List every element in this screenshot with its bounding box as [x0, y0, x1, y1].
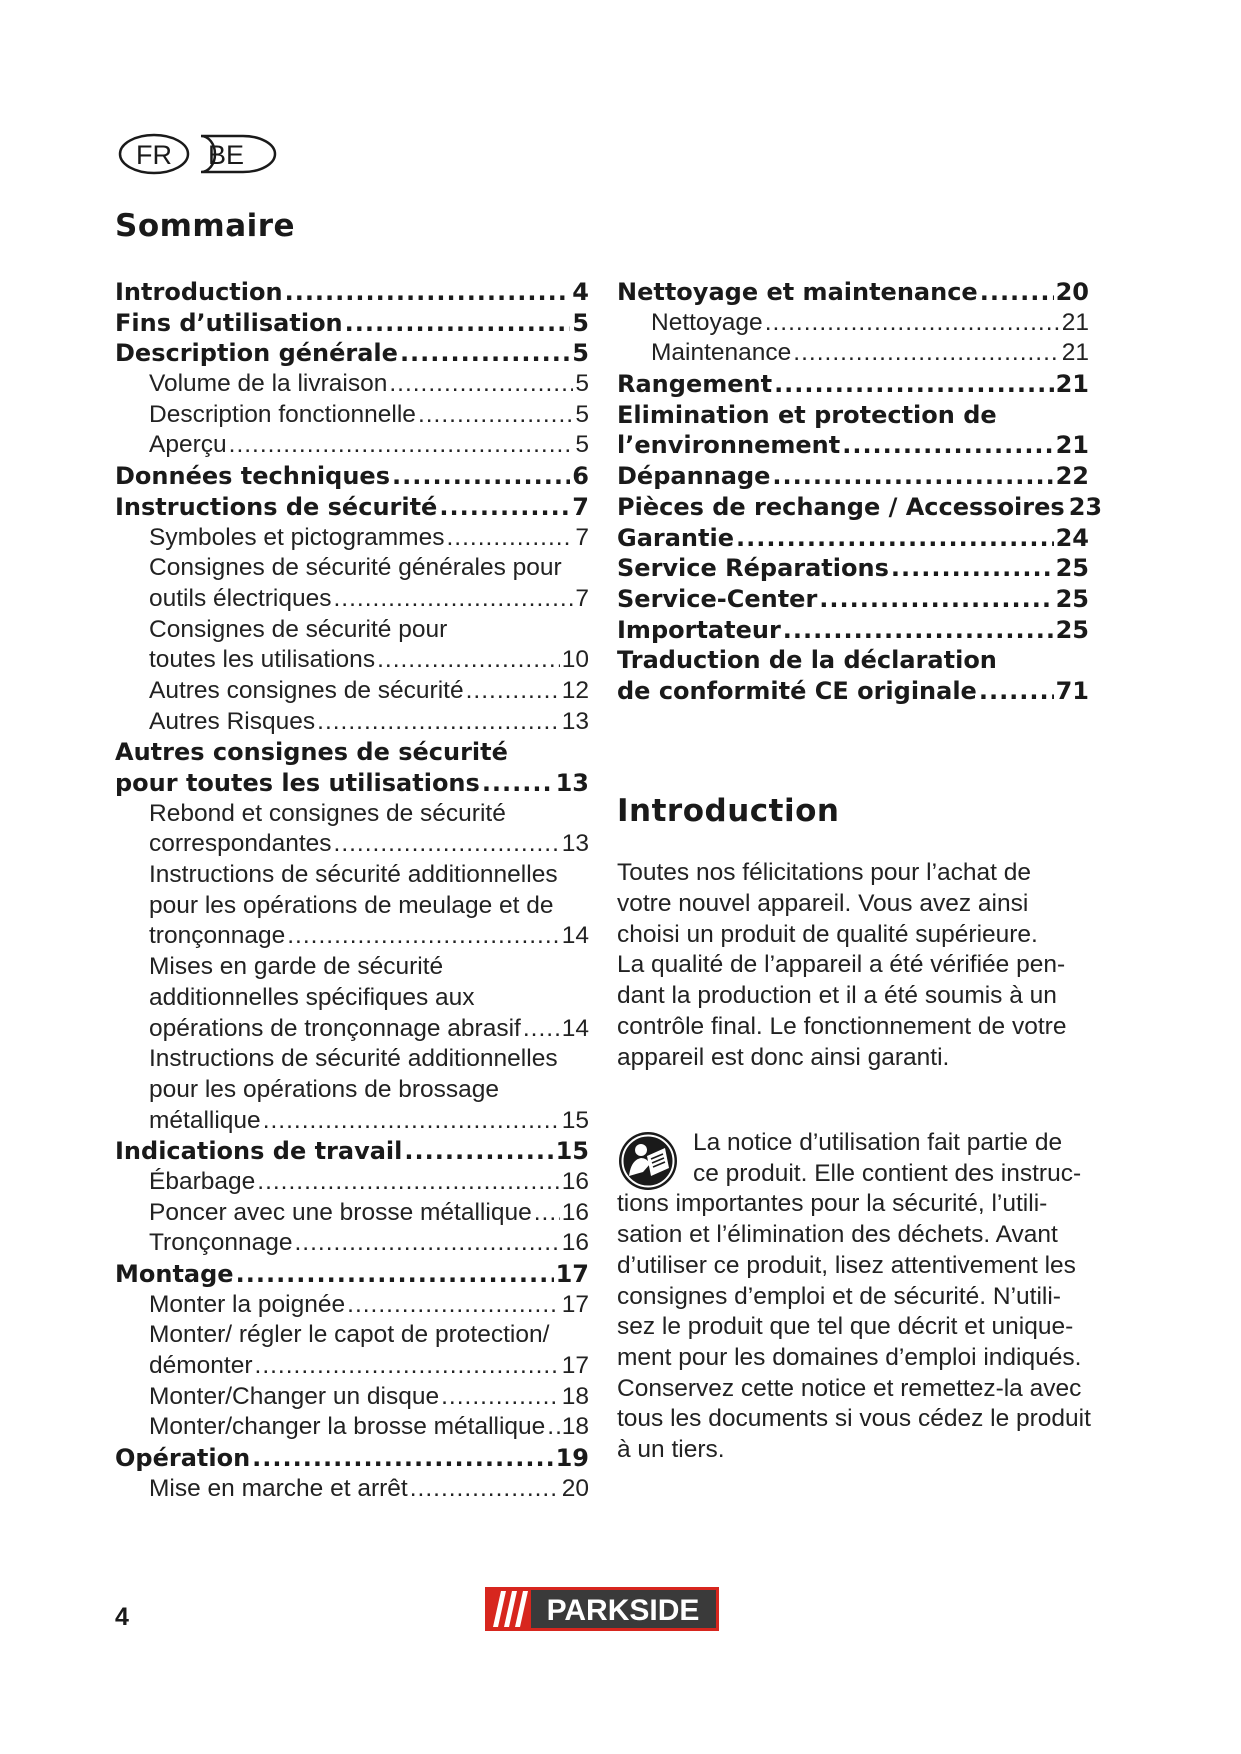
toc-entry: [115, 1259, 589, 1290]
toc-leader-dots: [236, 1259, 554, 1290]
toc-leader-dots: [317, 707, 560, 738]
toc-entry-title: Monter/changer la brosse métallique: [149, 1413, 546, 1441]
toc-entry-page: 18: [561, 1382, 589, 1410]
brand-name: PARKSIDE: [546, 1594, 700, 1627]
toc-entry-page: 71: [1055, 676, 1089, 705]
toc-leader-dots: [263, 1106, 560, 1137]
lang-badge-fr: FR: [136, 140, 172, 170]
toc-entry: [115, 952, 589, 983]
notice-line: sation et l’élimination des déchets. Avant: [617, 1221, 1058, 1249]
lang-badge-be: BE: [207, 140, 245, 170]
toc-entry-title: Instructions de sécurité: [115, 492, 438, 521]
toc-entry-title: Volume de la livraison: [149, 370, 388, 398]
toc-entry: [617, 492, 1103, 523]
toc-entry-page: 21: [1061, 339, 1089, 367]
toc-entry: [115, 799, 589, 830]
page-number: 4: [115, 1603, 129, 1631]
toc-entry: [115, 1290, 589, 1321]
notice-line: tous les documents si vous cédez le produit: [617, 1405, 1091, 1433]
toc-entry: [617, 277, 1089, 308]
toc-entry-page: 17: [555, 1260, 589, 1288]
toc-entry: [115, 1106, 589, 1137]
notice-line: ment pour les domaines d’emploi indiqués.: [617, 1343, 1082, 1371]
toc-entry-title: Autres consignes de sécurité: [149, 676, 464, 704]
toc-entry-page: 23: [1068, 492, 1103, 521]
toc-entry-page: 5: [575, 431, 589, 459]
intro-line: appareil est donc ainsi garanti.: [617, 1043, 950, 1071]
toc-leader-dots: [334, 829, 560, 860]
toc-leader-dots: [418, 400, 573, 431]
notice-line: tions importantes pour la sécurité, l’utili-: [617, 1190, 1048, 1218]
notice-line: La notice d’utilisation fait partie de: [693, 1129, 1063, 1156]
toc-entry: [115, 338, 589, 369]
toc-entry-title: correspondantes: [149, 830, 332, 858]
toc-leader-dots: [377, 645, 560, 676]
toc-entry-title: Tronçonnage: [149, 1229, 293, 1257]
toc-entry-page: 17: [561, 1290, 589, 1318]
notice-line: d’utiliser ce produit, lisez attentivement les: [617, 1251, 1076, 1279]
toc-entry-page: 10: [561, 646, 589, 674]
intro-line: votre nouvel appareil. Vous avez ainsi: [617, 889, 1029, 917]
toc-entry: [115, 1167, 589, 1198]
toc-entry-page: 13: [555, 769, 589, 797]
toc-entry: [115, 1014, 589, 1045]
sommaire-title: Sommaire: [115, 208, 296, 244]
toc-entry: [115, 1382, 589, 1413]
toc-leader-dots: [891, 553, 1054, 584]
toc-entry-title: pour les opérations de meulage et de: [149, 891, 554, 919]
toc-entry-page: 4: [572, 278, 589, 306]
toc-entry: [115, 1412, 589, 1443]
toc-entry-title: Montage: [115, 1260, 234, 1288]
toc-leader-dots: [294, 1228, 559, 1259]
toc-entry-page: 14: [561, 922, 589, 950]
notice-line: à un tiers.: [617, 1436, 725, 1464]
toc-entry-title: Importateur: [617, 615, 781, 644]
toc-leader-dots: [347, 1290, 560, 1321]
toc-entry-page: 16: [561, 1229, 589, 1257]
toc-entry-page: 5: [575, 400, 589, 428]
language-badges: [117, 132, 277, 176]
toc-entry-page: 6: [572, 462, 589, 491]
toc-entry: [115, 369, 589, 400]
toc-entry-page: 21: [1061, 308, 1089, 336]
toc-leader-dots: [333, 584, 573, 615]
toc-entry: [115, 1198, 589, 1229]
toc-entry-title: Garantie: [617, 523, 734, 552]
toc-entry-title: l’environnement: [617, 431, 841, 460]
toc-entry-title: Traduction de la déclaration: [617, 646, 997, 675]
toc-entry-title: outils électriques: [149, 584, 332, 612]
toc-entry-title: Introduction: [115, 278, 283, 306]
toc-entry-page: 7: [572, 492, 589, 521]
toc-leader-dots: [252, 1443, 553, 1474]
toc-left-column: [115, 277, 589, 1505]
toc-entry: [115, 277, 589, 308]
toc-leader-dots: [547, 1412, 559, 1443]
toc-entry: [115, 983, 589, 1014]
toc-entry-title: Elimination et protection de: [617, 400, 997, 429]
toc-entry: [115, 860, 589, 891]
toc-entry-page: 25: [1055, 554, 1089, 583]
toc-entry: [115, 615, 589, 646]
toc-entry-title: Monter/ régler le capot de protection/: [149, 1321, 550, 1349]
toc-entry: [617, 615, 1089, 646]
introduction-title: Introduction: [617, 793, 840, 829]
toc-entry: [115, 1044, 589, 1075]
toc-entry-page: 7: [575, 523, 589, 551]
toc-entry: [617, 645, 1089, 676]
toc-entry: [115, 1443, 589, 1474]
notice-line: sez le produit que tel que décrit et unique-: [617, 1313, 1074, 1341]
toc-entry-page: 25: [1055, 615, 1089, 644]
toc-entry-title: tronçonnage: [149, 922, 286, 950]
toc-entry-page: 15: [555, 1137, 589, 1166]
toc-leader-dots: [389, 369, 573, 400]
toc-entry: [115, 676, 589, 707]
toc-entry: [115, 553, 589, 584]
toc-entry-title: Symboles et pictogrammes: [149, 523, 445, 551]
toc-leader-dots: [774, 369, 1054, 400]
toc-entry-page: 5: [572, 308, 589, 337]
toc-entry-page: 20: [1055, 278, 1089, 306]
toc-leader-dots: [229, 430, 574, 461]
toc-entry-title: Description fonctionnelle: [149, 400, 416, 428]
toc-leader-dots: [441, 1382, 560, 1413]
toc-entry-page: 16: [561, 1198, 589, 1226]
toc-entry-title: Pièces de rechange / Accessoires: [617, 492, 1065, 521]
toc-leader-dots: [410, 1474, 560, 1505]
toc-entry-page: 20: [561, 1474, 589, 1502]
toc-entry-title: Service Réparations: [617, 554, 889, 583]
toc-leader-dots: [980, 277, 1054, 308]
notice-line: consignes d’emploi et de sécurité. N’utili-: [617, 1282, 1061, 1310]
toc-entry: [115, 308, 589, 339]
notice-line: Conservez cette notice et remettez-la avec: [617, 1374, 1082, 1402]
toc-entry: [617, 338, 1089, 369]
toc-entry-title: Opération: [115, 1444, 251, 1473]
toc-entry: [617, 369, 1089, 400]
toc-leader-dots: [404, 1136, 553, 1167]
notice-line: ce produit. Elle contient des instruc-: [693, 1159, 1082, 1187]
toc-right-column: [617, 277, 1103, 707]
toc-leader-dots: [446, 523, 573, 554]
toc-entry-title: démonter: [149, 1352, 253, 1380]
toc-leader-dots: [257, 1167, 559, 1198]
toc-entry-page: 25: [1055, 584, 1089, 613]
toc-entry-title: Description générale: [115, 339, 398, 368]
toc-entry-page: 5: [572, 339, 589, 368]
toc-entry: [617, 308, 1089, 339]
toc-entry: [115, 1351, 589, 1382]
toc-leader-dots: [392, 461, 570, 492]
toc-entry-title: Monter la poignée: [149, 1290, 346, 1318]
toc-entry: [617, 676, 1089, 707]
toc-entry-page: 5: [575, 370, 589, 398]
toc-leader-dots: [819, 584, 1053, 615]
toc-entry: [115, 707, 589, 738]
intro-line: choisi un produit de qualité supérieure.: [617, 920, 1038, 948]
intro-line: contrôle final. Le fonctionnement de votre: [617, 1012, 1067, 1040]
toc-entry-title: opérations de tronçonnage abrasif: [149, 1014, 521, 1042]
toc-entry: [115, 737, 589, 768]
parkside-logo: [485, 1587, 719, 1631]
toc-entry-title: Instructions de sécurité additionnelles: [149, 861, 558, 889]
toc-entry: [115, 921, 589, 952]
toc-leader-dots: [842, 430, 1053, 461]
toc-entry: [617, 553, 1089, 584]
intro-line: dant la production et il a été soumis à un: [617, 982, 1057, 1010]
toc-entry: [115, 645, 589, 676]
toc-entry-title: Rebond et consignes de sécurité: [149, 799, 506, 827]
toc-entry-title: pour toutes les utilisations: [115, 769, 480, 797]
toc-entry-title: toutes les utilisations: [149, 646, 376, 674]
toc-leader-dots: [439, 492, 570, 523]
toc-entry-title: de conformité CE originale: [617, 676, 977, 705]
toc-entry-title: Fins d’utilisation: [115, 308, 343, 337]
toc-entry: [115, 584, 589, 615]
toc-leader-dots: [765, 308, 1060, 339]
toc-entry-title: Indications de travail: [115, 1137, 403, 1166]
introduction-paragraph: [617, 858, 1097, 1074]
toc-entry: [617, 461, 1089, 492]
toc-entry-title: Autres consignes de sécurité: [115, 738, 508, 767]
toc-entry: [115, 1136, 589, 1167]
toc-leader-dots: [400, 338, 570, 369]
toc-entry-title: Nettoyage et maintenance: [617, 278, 978, 306]
toc-leader-dots: [255, 1351, 560, 1382]
toc-leader-dots: [285, 277, 571, 308]
intro-line: Toutes nos félicitations pour l’achat de: [617, 859, 1032, 886]
toc-entry-title: Autres Risques: [149, 707, 316, 735]
toc-entry-page: 21: [1055, 370, 1089, 399]
toc-leader-dots: [287, 921, 560, 952]
toc-leader-dots: [345, 308, 571, 339]
toc-entry-page: 19: [555, 1444, 589, 1473]
toc-entry-title: Ébarbage: [149, 1167, 256, 1195]
toc-entry: [617, 523, 1089, 554]
toc-entry-title: Maintenance: [651, 339, 792, 367]
toc-entry: [115, 492, 589, 523]
toc-entry: [617, 584, 1089, 615]
toc-entry-page: 24: [1055, 523, 1089, 552]
manual-notice: [617, 1128, 1097, 1466]
toc-leader-dots: [793, 338, 1059, 369]
toc-entry-page: 17: [561, 1352, 589, 1380]
toc-entry: [617, 430, 1089, 461]
toc-entry: [115, 430, 589, 461]
toc-entry-page: 14: [561, 1014, 589, 1042]
toc-entry-page: 12: [561, 676, 589, 704]
toc-leader-dots: [534, 1198, 560, 1229]
toc-entry-title: métallique: [149, 1106, 261, 1134]
toc-entry-page: 21: [1055, 431, 1089, 460]
toc-entry: [115, 1474, 589, 1505]
toc-entry-title: Dépannage: [617, 462, 771, 491]
toc-entry-title: Rangement: [617, 370, 773, 399]
toc-entry-title: Aperçu: [149, 431, 227, 459]
toc-entry-title: Instructions de sécurité additionnelles: [149, 1045, 558, 1073]
toc-entry: [115, 1320, 589, 1351]
toc-entry-page: 13: [561, 830, 589, 858]
toc-entry-title: Nettoyage: [651, 308, 763, 336]
toc-leader-dots: [979, 676, 1054, 707]
toc-leader-dots: [736, 523, 1054, 554]
toc-entry: [115, 1075, 589, 1106]
read-manual-icon: [617, 1130, 679, 1192]
toc-entry: [115, 891, 589, 922]
toc-entry-title: Poncer avec une brosse métallique: [149, 1198, 532, 1226]
toc-entry-title: pour les opérations de brossage: [149, 1075, 500, 1103]
toc-entry: [115, 768, 589, 799]
toc-entry-page: 7: [575, 584, 589, 612]
toc-entry-title: Consignes de sécurité générales pour: [149, 554, 562, 582]
toc-entry: [115, 829, 589, 860]
toc-entry-page: 18: [561, 1413, 589, 1441]
toc-entry-title: Consignes de sécurité pour: [149, 615, 448, 643]
toc-entry: [617, 400, 1089, 431]
toc-entry-title: Mise en marche et arrêt: [149, 1474, 408, 1502]
toc-leader-dots: [523, 1014, 560, 1045]
toc-entry-page: 15: [561, 1106, 589, 1134]
toc-leader-dots: [482, 768, 554, 799]
toc-entry: [115, 461, 589, 492]
toc-leader-dots: [772, 461, 1053, 492]
toc-entry-title: Mises en garde de sécurité: [149, 953, 444, 981]
toc-leader-dots: [783, 615, 1054, 646]
toc-entry: [115, 400, 589, 431]
toc-entry-page: 16: [561, 1167, 589, 1195]
toc-entry: [115, 1228, 589, 1259]
toc-leader-dots: [466, 676, 560, 707]
toc-entry-page: 13: [561, 707, 589, 735]
toc-entry: [115, 523, 589, 554]
toc-entry-title: Monter/Changer un disque: [149, 1382, 440, 1410]
toc-entry-title: Données techniques: [115, 462, 390, 491]
toc-entry-title: additionnelles spécifiques aux: [149, 983, 475, 1011]
toc-entry-page: 22: [1055, 462, 1089, 491]
toc-entry-title: Service-Center: [617, 584, 818, 613]
intro-line: La qualité de l’appareil a été vérifiée pen-: [617, 951, 1066, 979]
